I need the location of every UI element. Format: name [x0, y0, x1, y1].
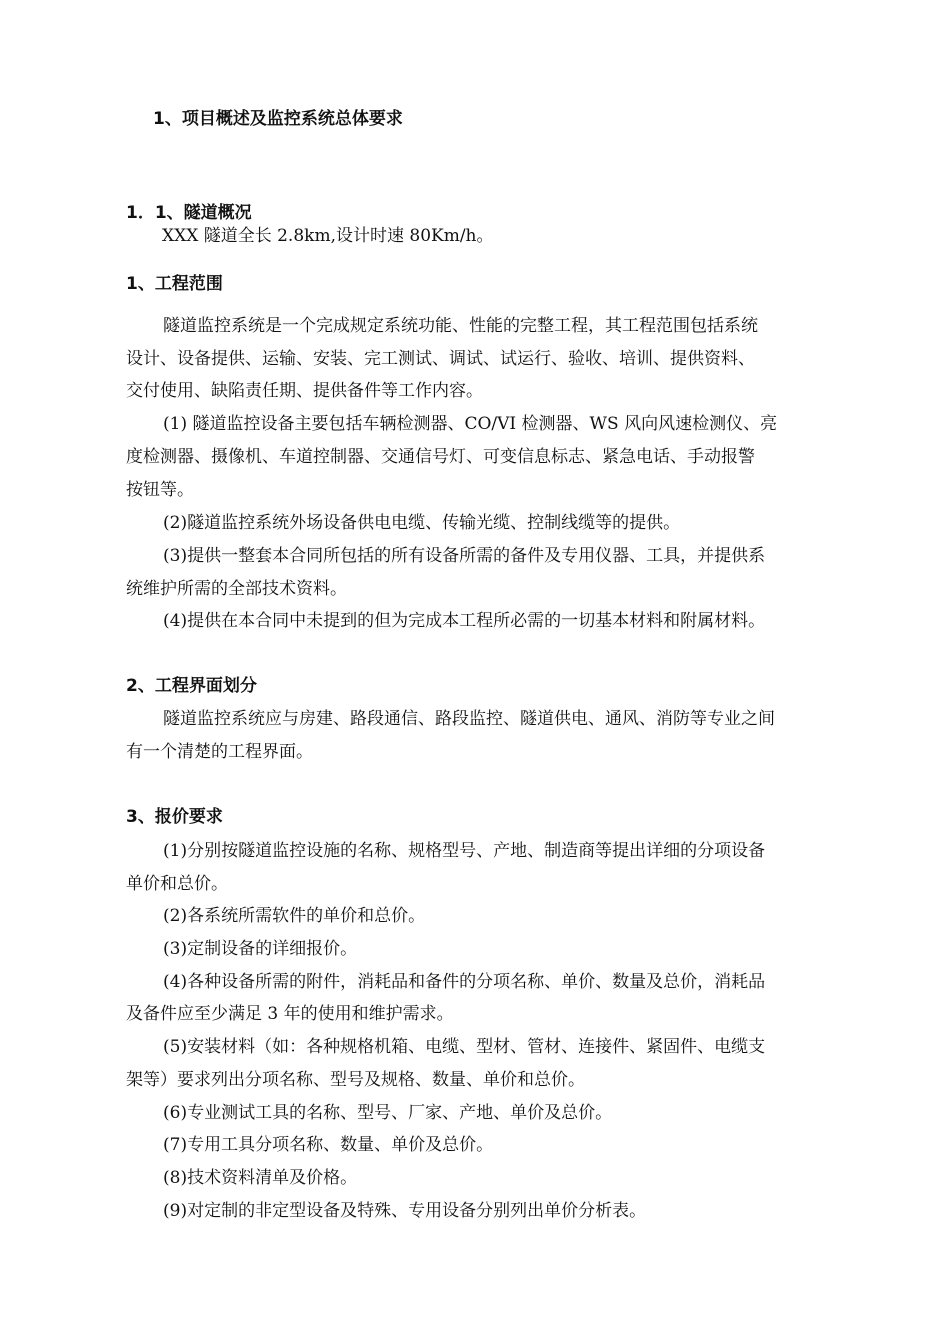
section-2-paragraph-line: 隧道监控系统应与房建、路段通信、路段监控、隧道供电、通风、消防等专业之间: [163, 709, 775, 729]
section-1-item-2: (2)隧道监控系统外场设备供电电缆、传输光缆、控制线缆等的提供。: [163, 513, 681, 533]
section-1-item-3-line: (3)提供一整套本合同所包括的所有设备所需的备件及专用仪器、工具，并提供系: [163, 546, 766, 566]
section-3-item-5-line: (5)安装材料（如：各种规格机箱、电缆、型材、管材、连接件、紧固件、电缆支: [163, 1037, 766, 1057]
section-1-1-text: XXX 隧道全长 2.8km,设计时速 80Km/h。: [162, 226, 494, 246]
section-3-item-4-line: 及备件应至少满足 3 年的使用和维护需求。: [126, 1004, 454, 1024]
section-1-item-1-line: 按钮等。: [126, 480, 194, 500]
section-1-heading: 1、工程范围: [126, 274, 223, 294]
section-1-paragraph-line: 交付使用、缺陷责任期、提供备件等工作内容。: [126, 381, 483, 401]
section-1-item-1-line: (1) 隧道监控设备主要包括车辆检测器、CO/VI 检测器、WS 风向风速检测仪、亮: [163, 414, 778, 434]
section-3-item-4-line: (4)各种设备所需的附件，消耗品和备件的分项名称、单价、数量及总价，消耗品: [163, 972, 766, 992]
section-3-item-2: (2)各系统所需软件的单价和总价。: [163, 906, 426, 926]
section-3-item-3: (3)定制设备的详细报价。: [163, 939, 358, 959]
section-3-item-9: (9)对定制的非定型设备及特殊、专用设备分别列出单价分析表。: [163, 1201, 647, 1221]
section-1-item-3-line: 统维护所需的全部技术资料。: [126, 579, 347, 599]
section-3-item-1-line: 单价和总价。: [126, 874, 228, 894]
section-2-paragraph-line: 有一个清楚的工程界面。: [126, 742, 313, 762]
section-3-item-5-line: 架等）要求列出分项名称、型号及规格、数量、单价和总价。: [126, 1070, 585, 1090]
section-1-paragraph-line: 设计、设备提供、运输、安装、完工测试、调试、试运行、验收、培训、提供资料、: [126, 349, 755, 369]
section-1-item-4: (4)提供在本合同中未提到的但为完成本工程所必需的一切基本材料和附属材料。: [163, 611, 766, 631]
section-3-item-7: (7)专用工具分项名称、数量、单价及总价。: [163, 1135, 494, 1155]
section-1-item-1-line: 度检测器、摄像机、车道控制器、交通信号灯、可变信息标志、紧急电话、手动报警: [126, 447, 755, 467]
section-1-1-heading: 1．1、隧道概况: [126, 203, 252, 223]
section-3-item-1-line: (1)分别按隧道监控设施的名称、规格型号、产地、制造商等提出详细的分项设备: [163, 841, 766, 861]
section-3-item-6: (6)专业测试工具的名称、型号、厂家、产地、单价及总价。: [163, 1103, 613, 1123]
section-1-paragraph-line: 隧道监控系统是一个完成规定系统功能、性能的完整工程，其工程范围包括系统: [163, 316, 758, 336]
document-title: 1、项目概述及监控系统总体要求: [153, 109, 403, 129]
section-3-heading: 3、报价要求: [126, 807, 223, 827]
section-3-item-8: (8)技术资料清单及价格。: [163, 1168, 358, 1188]
section-2-heading: 2、工程界面划分: [126, 676, 257, 696]
